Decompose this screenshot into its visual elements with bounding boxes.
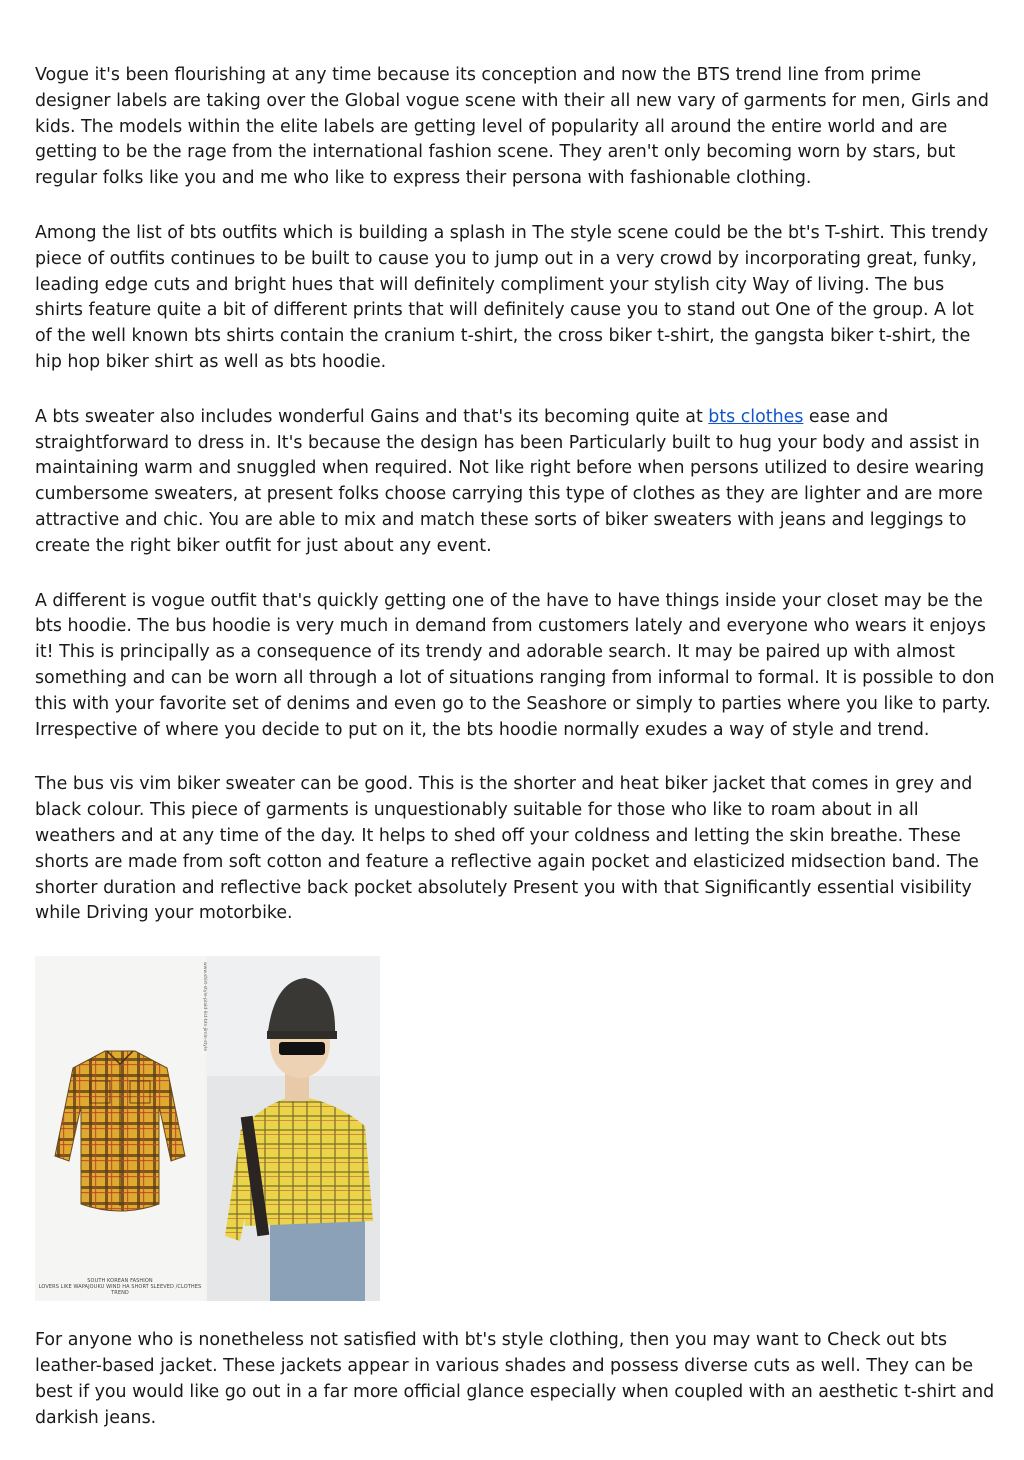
paragraph-4: A different is vogue outfit that's quickly getting one of the have to have things inside your closet may be the bts hoodie. The bus hoodie is very much in demand from customers lately and everyone who wears it enjoys it! This is principally as a consequence of its trendy and adorable search. It may be paired up with almost something and can be worn all through a lot of situations ranging from informal to formal. It is possible to don this with your favorite set of denims and even go to the Seashore or simply to parties where you like to party. Irrespective of where you decide to put on it, the bts hoodie normally exudes a way of style and trend. [35,590,995,740]
closing-paragraph: For anyone who is nonetheless not satisfied with bt's style clothing, then you may want to Check out bts leather-based jacket. These jackets appear in various shades and possess diverse cuts as well. They can be best if you would like go out in a far more official glance especially when coupled with an aesthetic t-shirt and darkish jeans. [35,1330,995,1428]
plaid-shirt-photo [35,956,380,1301]
paragraph-5: The bus vis vim biker sweater can be good. This is the shorter and heat biker jacket that comes in grey and black colour. This piece of garments is unquestionably suitable for those who like to roam about in all weathers and at any time of the day. It helps to shed off your coldness and letting the skin breathe. These shorts are made from soft cotton and feature a reflective again pocket and elasticized midsection band. The shorter duration and reflective back pocket absolutely Present you with that Significantly essential visibility while Driving your motorbike. [35,774,979,924]
document-body [35,63,995,1460]
paragraph-3 [35,405,995,560]
paragraph-3-text-a: A bts sweater also includes wonderful Gains and that's its becoming quite at [35,406,709,427]
image-side-text: www.shirt-style-plaid-list-bts-jimin-style [202,962,207,1052]
image-caption-line-1: SOUTH KOREAN FASHION [87,1278,153,1285]
paragraph-2: Among the list of bts outfits which is building a splash in The style scene could be the bt's T-shirt. This trendy piece of outfits continues to be built to cause you to jump out in a very crowd by incorporating great, funky, leading edge cuts and bright hues that will definitely compliment your stylish city Way of living. The bus shirts feature quite a bit of different prints that will definitely cause you to stand out One of the group. A lot of the well known bts shirts contain the cranium t-shirt, the cross biker t-shirt, the gangsta biker t-shirt, the hip hop biker shirt as well as bts hoodie. [35,222,989,372]
image-caption-line-2: LOVERS LIKE WAPAJOUKU WIND HA SHORT SLEEVED /CLOTHES TREND [38,1284,202,1297]
paragraph-1: Vogue it's been flourishing at any time because its conception and now the BTS trend line from prime designer labels are taking over the Global vogue scene with their all new vary of garments for men, Girls and kids. The models within the elite labels are getting level of popularity all around the entire world and are getting to be the rage from the international fashion scene. They aren't only becoming worn by stars, but regular folks like you and me who like to express their persona with fashionable clothing. [35,65,989,189]
bts-clothes-link[interactable]: bts clothes [708,406,804,427]
paragraph-3-text-b: ease and straightforward to dress in. It's because the design has been Particularly built to hug your body and assist in maintaining warm and snuggled when required. Not like right before when persons utilized to desire wearing cumbersome sweaters, at present folks choose carrying this type of clothes as they are lighter and are more attractive and chic. You are able to mix and match these sorts of biker sweaters with jeans and leggings to create the right biker outfit for just about any event. [35,406,985,556]
